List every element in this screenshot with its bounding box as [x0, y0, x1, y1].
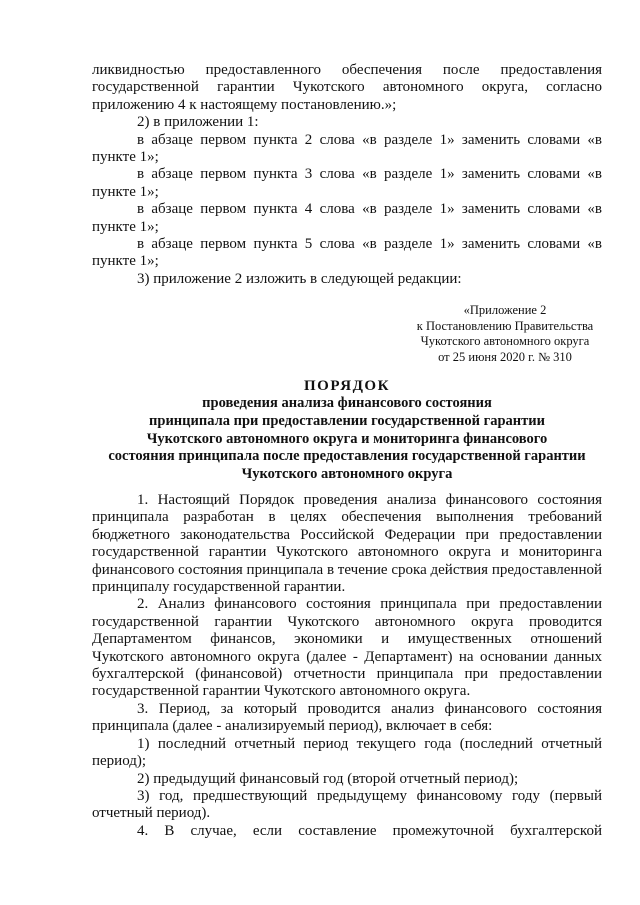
appendix-line: Чукотского автономного округа — [420, 334, 590, 349]
paragraph: 3. Период, за который проводится анализ финансового состояния принципала (далее - анализируемый период), включает в себя: — [92, 700, 602, 735]
title-line: принципала при предоставлении государственной гарантии — [149, 412, 545, 429]
title-line: проведения анализа финансового состояния — [202, 395, 492, 411]
top-section — [92, 62, 602, 288]
title-line: Чукотского автономного округа и мониторинга финансового — [146, 430, 548, 447]
title-line: состояния принципала после предоставления государственной гарантии — [108, 448, 586, 465]
amendment-line: в абзаце первом пункта 2 слова «в разделе 1» заменить словами «в пункте 1»; — [92, 131, 602, 166]
paragraph: 2. Анализ финансового состояния принципала при предоставлении государственной гарантии Чукотского автономного округа проводится Департаментом финансов, экономики и имущественных отношений Чукотского автономного округа (далее - Департамент) на основании данных бухгалтерской (финансовой) отчетности принципала при предоставлении государственной гарантии Чукотского автономного округа. — [92, 596, 602, 700]
paragraph: 2) предыдущий финансовый год (второй отчетный период); — [137, 770, 519, 787]
amendment-line: в абзаце первом пункта 5 слова «в разделе 1» заменить словами «в пункте 1»; — [92, 236, 602, 270]
main-body — [92, 492, 602, 840]
paragraph: 4. В случае, если составление промежуточной бухгалтерской — [137, 822, 602, 839]
list-item-2: 2) в приложении 1: — [137, 114, 259, 131]
paragraph-continuation: ликвидностью предоставленного обеспечения после предоставления государственной гарантии Чукотского автономного округа, согласно приложению 4 к настоящему постановлению.»; — [92, 62, 602, 113]
list-item-3: 3) приложение 2 изложить в следующей редакции: — [137, 270, 462, 287]
title-main: ПОРЯДОК — [304, 378, 390, 394]
document-title — [92, 377, 602, 484]
paragraph: 3) год, предшествующий предыдущему финансовому году (первый отчетный период). — [92, 787, 602, 822]
title-line: Чукотского автономного округа — [241, 466, 453, 483]
amendment-line: в абзаце первом пункта 4 слова «в разделе 1» заменить словами «в пункте 1»; — [92, 201, 602, 235]
appendix-header — [360, 303, 640, 366]
paragraph: 1) последний отчетный период текущего года (последний отчетный период); — [92, 735, 602, 770]
appendix-line: «Приложение 2 — [463, 303, 547, 317]
appendix-line: от 25 июня 2020 г. № 310 — [438, 350, 572, 365]
paragraph: 1. Настоящий Порядок проведения анализа финансового состояния принципала разработан в целях обеспечения выполнения требований бюджетного законодательства Российской Федерации при предоставлении государственной гарантии Чукотского автономного округа и мониторинга финансового состояния принципала в течение срока действия предоставленной принципалу государственной гарантии. — [92, 492, 602, 596]
appendix-line: к Постановлению Правительства — [416, 318, 594, 333]
amendment-line: в абзаце первом пункта 3 слова «в разделе 1» заменить словами «в пункте 1»; — [92, 166, 602, 200]
